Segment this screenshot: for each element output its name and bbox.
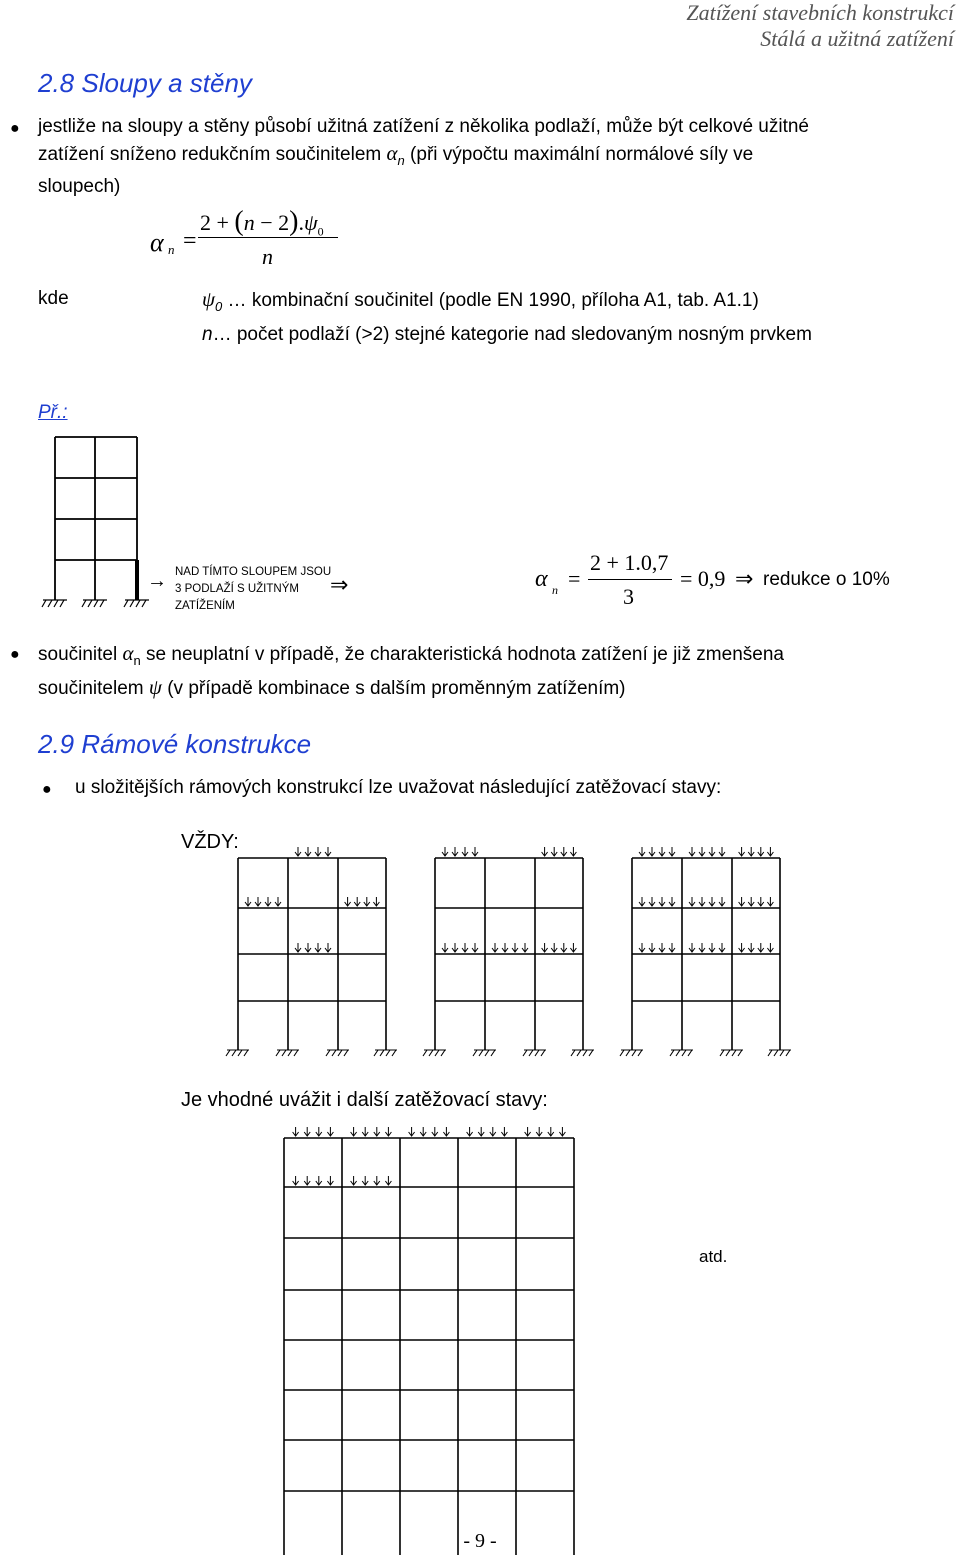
- load-arrow-icon: [699, 943, 705, 952]
- load-arrow-icon: [748, 847, 754, 856]
- example-label: Př.:: [38, 402, 68, 423]
- load-arrow-icon: [374, 1176, 380, 1185]
- fixed-support-icon: [226, 1050, 249, 1056]
- load-arrow-icon: [462, 943, 468, 952]
- load-arrow-icon: [472, 943, 478, 952]
- load-arrow-icon: [649, 847, 655, 856]
- formula-lhs-sub: n: [168, 242, 175, 257]
- load-arrow-icon: [295, 847, 301, 856]
- load-arrow-icon: [559, 1127, 565, 1136]
- example-result: = 0,9: [680, 566, 726, 591]
- load-arrow-icon: [295, 943, 301, 952]
- load-arrow-icon: [548, 1127, 554, 1136]
- kde-line-1-text: … kombinační součinitel (podle EN 1990, příloha A1, tab. A1.1): [222, 290, 759, 311]
- load-arrow-icon: [373, 897, 379, 906]
- load-arrow-icon: [478, 1127, 484, 1136]
- load-arrow-icon: [245, 897, 251, 906]
- load-arrow-icon: [719, 847, 725, 856]
- load-arrow-icon: [409, 1127, 415, 1136]
- load-arrow-icon: [452, 847, 458, 856]
- section-title-2-8: 2.8 Sloupy a stěny: [38, 68, 252, 98]
- load-arrow-icon: [255, 897, 261, 906]
- bullet-dot-3: ●: [42, 781, 52, 798]
- load-arrow-icon: [709, 847, 715, 856]
- load-arrow-icon: [362, 1176, 368, 1185]
- load-arrow-icon: [649, 897, 655, 906]
- load-arrow-icon: [374, 1127, 380, 1136]
- alpha-symbol: α: [386, 141, 398, 165]
- bullet-2-a: součinitel: [38, 644, 123, 665]
- load-arrow-icon: [490, 1127, 496, 1136]
- load-arrow-icon: [293, 1127, 299, 1136]
- example-note-line-3: ZATÍŽENÍM: [175, 600, 235, 612]
- num-dot: .: [298, 210, 304, 235]
- load-arrow-icon: [689, 943, 695, 952]
- load-arrow-icon: [512, 943, 518, 952]
- fixed-support-icon: [523, 1050, 546, 1056]
- num-psi-sub: 0: [317, 224, 324, 239]
- header-line-2: Stálá a užitná zatížení: [760, 26, 954, 51]
- header-line-1: Zatížení stavebních konstrukcí: [686, 0, 954, 25]
- bullet-1-line-2-a: zatížení sníženo redukčním součinitelem: [38, 144, 387, 165]
- fixed-support-icon: [670, 1050, 693, 1056]
- load-arrow-icon: [689, 847, 695, 856]
- bullet-2-d: (v případě kombinace s dalším proměnným zatížením): [161, 677, 626, 699]
- load-arrow-icon: [669, 897, 675, 906]
- bullet-2-alpha-sub: n: [133, 652, 141, 668]
- load-arrow-icon: [304, 1127, 310, 1136]
- example-equals: =: [568, 566, 581, 591]
- load-arrow-icon: [385, 1127, 391, 1136]
- num-paren-open: (: [234, 206, 244, 237]
- page-number: - 9 -: [463, 1530, 497, 1552]
- bullet-3-text: u složitějších rámových konstrukcí lze uvažovat následující zatěžovací stavy:: [75, 777, 722, 798]
- load-arrow-icon: [748, 943, 754, 952]
- kde-label: kde: [38, 288, 69, 309]
- load-arrow-icon: [502, 943, 508, 952]
- kde-psi: ψ: [202, 287, 216, 311]
- load-arrow-icon: [561, 943, 567, 952]
- load-arrow-icon: [758, 943, 764, 952]
- load-arrow-icon: [452, 943, 458, 952]
- load-arrow-icon: [462, 847, 468, 856]
- load-arrow-icon: [709, 943, 715, 952]
- load-arrow-icon: [669, 943, 675, 952]
- load-arrow-icon: [432, 1127, 438, 1136]
- load-arrow-icon: [669, 847, 675, 856]
- example-denominator: 3: [623, 584, 634, 609]
- num-minus-two: − 2: [254, 210, 290, 235]
- load-arrow-icon: [325, 847, 331, 856]
- example-note-line-1: NAD TÍMTO SLOUPEM JSOU: [175, 566, 332, 578]
- num-n: n: [243, 210, 255, 235]
- load-arrow-icon: [639, 847, 645, 856]
- kde-line-2-text: … počet podlaží (>2) stejné kategorie nad sledovaným nosným prvkem: [212, 324, 812, 345]
- num-paren-close: ): [289, 206, 299, 237]
- load-arrow-icon: [639, 897, 645, 906]
- load-arrow-icon: [316, 1176, 322, 1185]
- example-alpha: α: [535, 566, 548, 592]
- load-arrow-icon: [364, 897, 370, 906]
- example-note-line-2: 3 PODLAŽÍ S UŽITNÝM: [175, 583, 299, 595]
- load-arrow-icon: [327, 1127, 333, 1136]
- load-arrow-icon: [467, 1127, 473, 1136]
- bullet-1-line-1: jestliže na sloupy a stěny působí užitná zatížení z několika podlaží, může být celkové užitné: [38, 116, 809, 137]
- load-arrow-icon: [354, 897, 360, 906]
- load-arrow-icon: [442, 847, 448, 856]
- fixed-support-icon: [326, 1050, 349, 1056]
- load-arrow-icon: [443, 1127, 449, 1136]
- load-arrow-icon: [316, 1127, 322, 1136]
- load-arrow-icon: [758, 847, 764, 856]
- load-arrow-icon: [699, 897, 705, 906]
- load-arrow-icon: [639, 943, 645, 952]
- load-arrow-icon: [351, 1176, 357, 1185]
- fixed-support-icon: [276, 1050, 299, 1056]
- fixed-support-icon: [473, 1050, 496, 1056]
- load-arrow-icon: [739, 847, 745, 856]
- load-arrow-icon: [492, 943, 498, 952]
- bullet-1-line-3: sloupech): [38, 175, 121, 197]
- load-arrow-icon: [767, 897, 773, 906]
- load-arrow-icon: [561, 847, 567, 856]
- load-arrow-icon: [570, 847, 576, 856]
- section-title-2-9: 2.9 Rámové konstrukce: [38, 729, 312, 759]
- load-arrow-icon: [748, 897, 754, 906]
- example-numerator: 2 + 1.0,7: [590, 550, 669, 575]
- load-arrow-icon: [265, 897, 271, 906]
- load-arrow-icon: [719, 943, 725, 952]
- load-arrow-icon: [659, 847, 665, 856]
- bullet-dot-2: ●: [10, 646, 20, 663]
- bullet-2-psi: ψ: [148, 674, 162, 699]
- load-arrow-icon: [327, 1176, 333, 1185]
- load-arrow-icon: [420, 1127, 426, 1136]
- implies-arrow-icon: ⇒: [330, 572, 349, 597]
- load-arrow-icon: [325, 943, 331, 952]
- example-result-text: redukce o 10%: [763, 569, 890, 590]
- kde-n: n: [202, 324, 213, 345]
- load-arrow-icon: [501, 1127, 507, 1136]
- load-arrow-icon: [542, 847, 548, 856]
- load-arrow-icon: [304, 1176, 310, 1185]
- example-implies-icon: ⇒: [735, 566, 754, 591]
- bullet-2-b: se neuplatní v případě, že charakteristická hodnota zatížení je již zmenšena: [140, 644, 784, 665]
- load-arrow-icon: [536, 1127, 542, 1136]
- load-arrow-icon: [275, 897, 281, 906]
- load-arrow-icon: [385, 1176, 391, 1185]
- load-arrow-icon: [739, 943, 745, 952]
- formula-denominator: n: [262, 244, 273, 269]
- fixed-support-icon: [571, 1050, 594, 1056]
- load-arrow-icon: [542, 943, 548, 952]
- load-arrow-icon: [719, 897, 725, 906]
- dalsi-label: Je vhodné uvážit i další zatěžovací stavy:: [181, 1089, 548, 1111]
- load-arrow-icon: [767, 847, 773, 856]
- load-arrow-icon: [767, 943, 773, 952]
- atd-label: atd.: [699, 1247, 728, 1266]
- formula-lhs-alpha: α: [150, 228, 164, 257]
- arrow-right-icon: →: [147, 570, 167, 592]
- load-arrow-icon: [659, 897, 665, 906]
- num-psi: ψ: [304, 210, 318, 235]
- load-arrow-icon: [570, 943, 576, 952]
- kde-psi-sub: 0: [215, 298, 223, 314]
- load-arrow-icon: [551, 847, 557, 856]
- formula-equals: =: [183, 228, 197, 254]
- load-arrow-icon: [315, 847, 321, 856]
- bullet-2-alpha: α: [122, 641, 134, 665]
- load-arrow-icon: [525, 1127, 531, 1136]
- load-arrow-icon: [315, 943, 321, 952]
- load-arrow-icon: [351, 1127, 357, 1136]
- load-arrow-icon: [362, 1127, 368, 1136]
- load-arrow-icon: [739, 897, 745, 906]
- load-arrow-icon: [649, 943, 655, 952]
- load-arrow-icon: [709, 897, 715, 906]
- load-arrow-icon: [689, 897, 695, 906]
- load-arrow-icon: [522, 943, 528, 952]
- load-arrow-icon: [305, 943, 311, 952]
- fixed-support-icon: [768, 1050, 791, 1056]
- bullet-2-c: součinitelem: [38, 677, 149, 699]
- load-arrow-icon: [293, 1176, 299, 1185]
- load-arrow-icon: [659, 943, 665, 952]
- load-arrow-icon: [345, 897, 351, 906]
- load-arrow-icon: [758, 897, 764, 906]
- fixed-support-icon: [374, 1050, 397, 1056]
- load-arrow-icon: [699, 847, 705, 856]
- vzdy-label: VŽDY:: [181, 831, 239, 853]
- load-arrow-icon: [472, 847, 478, 856]
- load-arrow-icon: [442, 943, 448, 952]
- load-arrow-icon: [305, 847, 311, 856]
- num-two-plus: 2 +: [200, 210, 235, 235]
- bullet-1-line-2-b: (při výpočtu maximální normálové síly ve: [404, 144, 754, 165]
- load-arrow-icon: [551, 943, 557, 952]
- example-alpha-sub: n: [552, 583, 558, 597]
- alpha-subscript: n: [397, 152, 405, 168]
- fixed-support-icon: [423, 1050, 446, 1056]
- fixed-support-icon: [620, 1050, 643, 1056]
- bullet-dot: ●: [10, 120, 20, 137]
- fixed-support-icon: [720, 1050, 743, 1056]
